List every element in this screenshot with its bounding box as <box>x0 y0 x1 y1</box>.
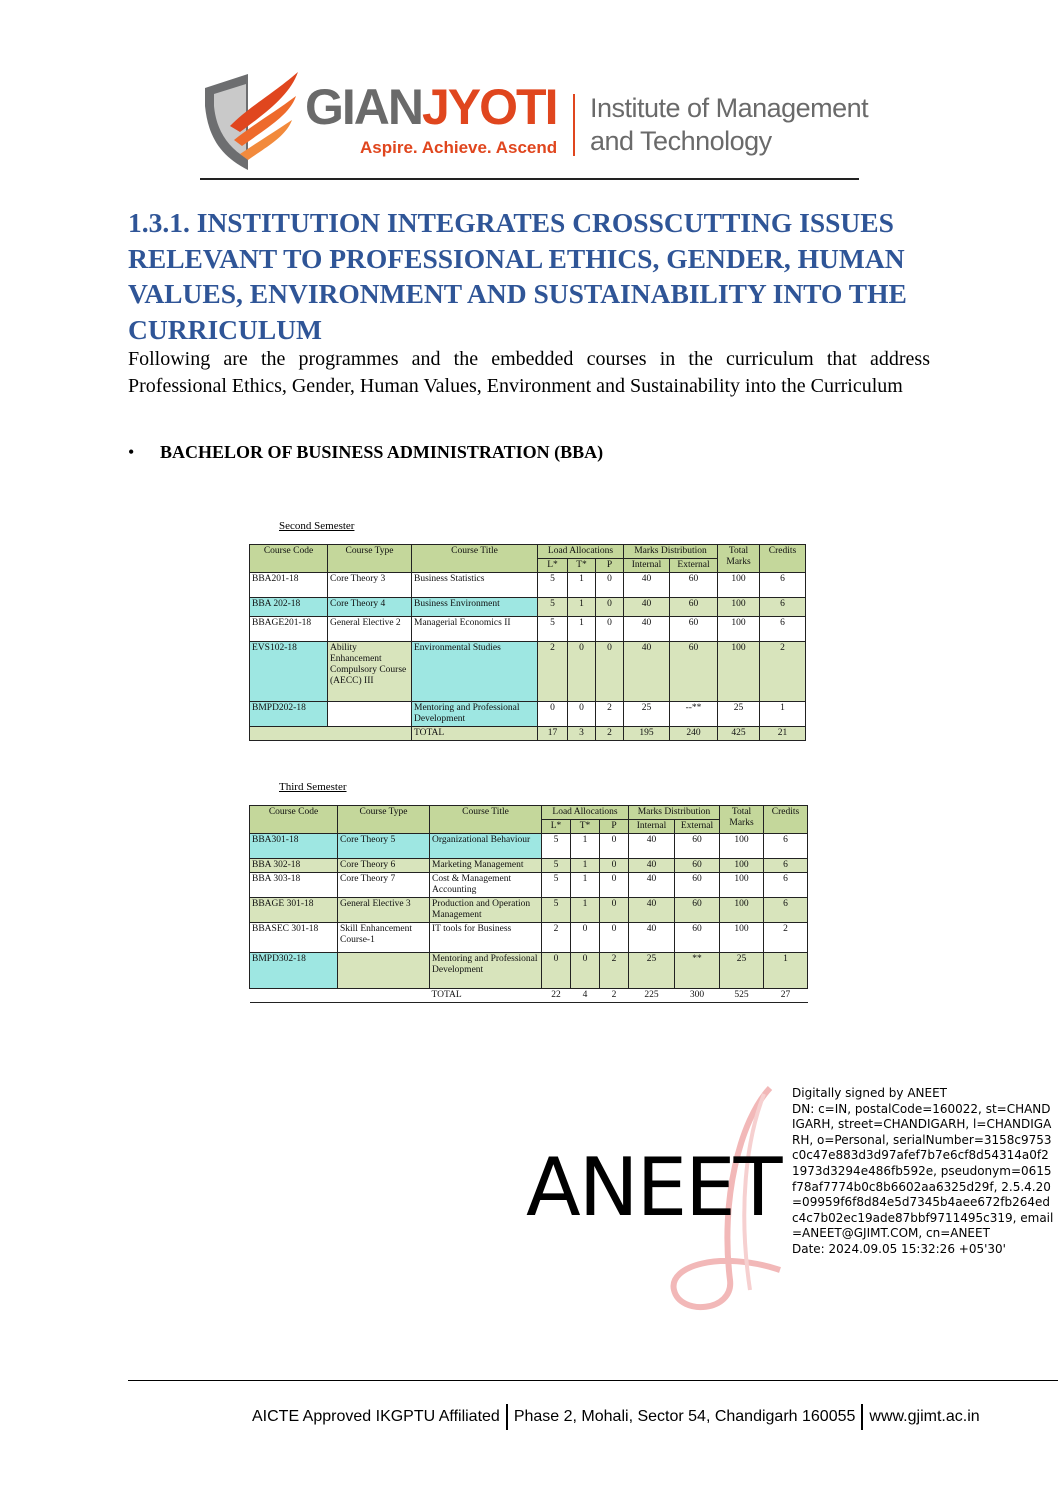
header-divider <box>200 178 859 180</box>
total-cell: 300 <box>675 989 720 1003</box>
table-cell: IT tools for Business <box>430 923 542 953</box>
table-cell: 2 <box>596 702 624 727</box>
table-cell: 0 <box>596 598 624 617</box>
table-cell: 6 <box>760 598 806 617</box>
table-cell: 0 <box>568 642 596 702</box>
table-cell: 0 <box>600 859 629 873</box>
logo-divider <box>573 94 575 156</box>
brand-name: GIANJYOTI <box>305 79 557 135</box>
table-cell: Cost & Management Accounting <box>430 873 542 898</box>
total-row <box>250 989 808 1003</box>
total-cell: 195 <box>624 727 670 741</box>
table-cell: 0 <box>600 898 629 923</box>
table-cell: 40 <box>629 873 675 898</box>
programme-bullet: • BACHELOR OF BUSINESS ADMINISTRATION (BBA) <box>128 442 604 462</box>
table-row <box>250 834 808 859</box>
table-cell: 5 <box>542 834 571 859</box>
table-cell: Managerial Economics II <box>412 617 538 642</box>
table-cell: EVS102-18 <box>250 642 328 702</box>
table-row <box>250 598 806 617</box>
header-total-marks: Total Marks <box>718 545 760 573</box>
signatory-name: ANEET <box>526 1141 781 1234</box>
third-semester-title: Third Semester <box>279 781 347 793</box>
table-cell: 1 <box>568 573 596 598</box>
table-cell: 2 <box>760 642 806 702</box>
table-row <box>250 573 806 598</box>
table-cell: 1 <box>764 953 808 989</box>
table-cell: 100 <box>720 834 764 859</box>
table-cell <box>250 727 412 741</box>
table-cell: 60 <box>675 898 720 923</box>
table-cell: 40 <box>624 617 670 642</box>
footer <box>252 1404 980 1430</box>
table-cell: Core Theory 4 <box>328 598 412 617</box>
header-course-code: Course Code <box>250 806 338 834</box>
header-t: T* <box>568 559 596 573</box>
table-cell <box>338 953 430 989</box>
total-cell: 21 <box>760 727 806 741</box>
table-cell: 6 <box>764 834 808 859</box>
footer-divider <box>128 1380 1058 1381</box>
second-semester-title: Second Semester <box>279 520 355 532</box>
table-cell: 1 <box>568 617 596 642</box>
table-header-row <box>250 806 808 820</box>
table-cell: 6 <box>760 617 806 642</box>
table-cell: 100 <box>720 898 764 923</box>
table-cell: BBA201-18 <box>250 573 328 598</box>
total-cell: 240 <box>670 727 718 741</box>
total-cell: 17 <box>538 727 568 741</box>
total-label: TOTAL <box>430 989 542 1003</box>
table-cell: Ability Enhancement Compulsory Course (AECC) III <box>328 642 412 702</box>
table-cell: 100 <box>720 859 764 873</box>
header-course-title: Course Title <box>412 545 538 573</box>
institute-logo <box>200 62 880 182</box>
table-cell: Mentoring and Professional Development <box>412 702 538 727</box>
header-external: External <box>675 820 720 834</box>
footer-website: www.gjimt.ac.in <box>869 1408 980 1426</box>
header-l: L* <box>542 820 571 834</box>
table-cell: 0 <box>538 702 568 727</box>
table-cell: 25 <box>624 702 670 727</box>
table-cell: 60 <box>675 834 720 859</box>
table-row <box>250 617 806 642</box>
table-cell: 1 <box>571 859 600 873</box>
total-cell: 225 <box>629 989 675 1003</box>
header-credits: Credits <box>760 545 806 573</box>
table-cell: 0 <box>571 953 600 989</box>
table-cell: 40 <box>629 923 675 953</box>
header-p: P <box>596 559 624 573</box>
table-cell: 60 <box>670 642 718 702</box>
header-external: External <box>670 559 718 573</box>
table-cell: 6 <box>764 859 808 873</box>
table-cell: 1 <box>571 834 600 859</box>
table-cell: 2 <box>600 953 629 989</box>
table-cell: BBA 202-18 <box>250 598 328 617</box>
table-cell <box>328 702 412 727</box>
header-credits: Credits <box>764 806 808 834</box>
header-t: T* <box>571 820 600 834</box>
table-cell: BBAGE201-18 <box>250 617 328 642</box>
table-cell: 100 <box>720 923 764 953</box>
table-cell: Organizational Behaviour <box>430 834 542 859</box>
table-row <box>250 953 808 989</box>
table-cell: Production and Operation Management <box>430 898 542 923</box>
total-cell: 2 <box>600 989 629 1003</box>
institute-name: Institute of Management and Technology <box>590 93 869 156</box>
total-label: TOTAL <box>412 727 538 741</box>
header-marks: Marks Distribution <box>624 545 718 559</box>
table-cell: Marketing Management <box>430 859 542 873</box>
footer-separator <box>861 1404 863 1430</box>
table-cell: --** <box>670 702 718 727</box>
table-cell: Environmental Studies <box>412 642 538 702</box>
table-cell: 60 <box>670 598 718 617</box>
table-cell: 6 <box>764 873 808 898</box>
table-cell: BMPD202-18 <box>250 702 328 727</box>
table-cell: 60 <box>675 859 720 873</box>
table-cell: 60 <box>670 573 718 598</box>
footer-separator <box>506 1404 508 1430</box>
table-cell: Business Environment <box>412 598 538 617</box>
table-cell: BMPD302-18 <box>250 953 338 989</box>
table-cell: Core Theory 5 <box>338 834 430 859</box>
table-cell: ** <box>675 953 720 989</box>
table-cell: Business Statistics <box>412 573 538 598</box>
table-row <box>250 859 808 873</box>
total-cell: 3 <box>568 727 596 741</box>
table-cell <box>250 989 430 1003</box>
table-cell: 6 <box>760 573 806 598</box>
header-load: Load Allocations <box>542 806 629 820</box>
table-row <box>250 898 808 923</box>
header-l: L* <box>538 559 568 573</box>
third-semester-table <box>249 805 808 1003</box>
table-cell: General Elective 3 <box>338 898 430 923</box>
table-cell: 40 <box>629 859 675 873</box>
table-cell: 0 <box>571 923 600 953</box>
table-cell: 1 <box>571 898 600 923</box>
table-cell: 100 <box>720 873 764 898</box>
table-cell: 5 <box>538 617 568 642</box>
table-cell: 40 <box>624 573 670 598</box>
table-cell: BBA301-18 <box>250 834 338 859</box>
brand-tagline: Aspire. Achieve. Ascend <box>360 138 558 157</box>
table-cell: 0 <box>596 617 624 642</box>
table-cell: 40 <box>624 642 670 702</box>
table-cell: 25 <box>718 702 760 727</box>
header-load: Load Allocations <box>538 545 624 559</box>
table-cell: BBASEC 301-18 <box>250 923 338 953</box>
table-cell: General Elective 2 <box>328 617 412 642</box>
table-cell: 5 <box>542 859 571 873</box>
table-cell: 1 <box>568 598 596 617</box>
table-cell: 2 <box>764 923 808 953</box>
table-cell: Core Theory 3 <box>328 573 412 598</box>
table-row <box>250 702 806 727</box>
header-course-type: Course Type <box>328 545 412 573</box>
table-cell: 60 <box>675 923 720 953</box>
header-course-type: Course Type <box>338 806 430 834</box>
table-cell: Skill Enhancement Course-1 <box>338 923 430 953</box>
total-cell: 27 <box>764 989 808 1003</box>
table-cell: 100 <box>718 617 760 642</box>
header-course-title: Course Title <box>430 806 542 834</box>
footer-address: Phase 2, Mohali, Sector 54, Chandigarh 160055 <box>513 1408 856 1426</box>
table-cell: 6 <box>764 898 808 923</box>
table-cell: 5 <box>542 873 571 898</box>
signature-details: Digitally signed by ANEET DN: c=IN, postalCode=160022, st=CHANDIGARH, street=CHANDIGARH, l=CHANDIGARH, o=Personal, serialNumber=3158c9753c0c47e883d3d97afef7b7e6cf8d54314a0f21973d3294e486fb592e, pseudonym=0615f78af7774b0c8b6602aa6325d29f, 2.5.4.20=09959f6f8d84e5d7345b4aee672fb264edc4c7b02ec19ade87bbf9711495c319, email=ANEET@GJIMT.COM, cn=ANEET Date: 2024.09.05 15:32:26 +05'30' <box>792 1086 1054 1256</box>
total-cell: 4 <box>571 989 600 1003</box>
total-row <box>250 727 806 741</box>
shield-logo-icon <box>200 66 300 176</box>
header-marks: Marks Distribution <box>629 806 720 820</box>
table-header-row <box>250 545 806 559</box>
table-cell: 25 <box>629 953 675 989</box>
bullet-icon: • <box>128 442 135 462</box>
table-cell: 1 <box>760 702 806 727</box>
table-cell: Mentoring and Professional Development <box>430 953 542 989</box>
table-cell: 0 <box>596 573 624 598</box>
table-cell: 40 <box>624 598 670 617</box>
table-cell: 0 <box>600 923 629 953</box>
table-cell: 0 <box>600 873 629 898</box>
table-cell: 5 <box>538 573 568 598</box>
table-cell: Core Theory 7 <box>338 873 430 898</box>
table-cell: 2 <box>542 923 571 953</box>
table-cell: 60 <box>670 617 718 642</box>
table-cell: BBA 302-18 <box>250 859 338 873</box>
header-internal: Internal <box>624 559 670 573</box>
table-cell: BBAGE 301-18 <box>250 898 338 923</box>
table-row <box>250 642 806 702</box>
total-cell: 525 <box>720 989 764 1003</box>
table-cell: 0 <box>600 834 629 859</box>
second-semester-table <box>249 544 806 741</box>
table-cell: 40 <box>629 898 675 923</box>
header-course-code: Course Code <box>250 545 328 573</box>
header-p: P <box>600 820 629 834</box>
table-row <box>250 873 808 898</box>
table-cell: 5 <box>542 898 571 923</box>
header-total-marks: Total Marks <box>720 806 764 834</box>
table-cell: 5 <box>538 598 568 617</box>
table-cell: 40 <box>629 834 675 859</box>
table-cell: BBA 303-18 <box>250 873 338 898</box>
table-row <box>250 923 808 953</box>
table-cell: 0 <box>568 702 596 727</box>
table-cell: 100 <box>718 642 760 702</box>
footer-affiliation: AICTE Approved IKGPTU Affiliated <box>252 1408 500 1426</box>
page-heading: 1.3.1. INSTITUTION INTEGRATES CROSSCUTTING ISSUES RELEVANT TO PROFESSIONAL ETHICS, GENDER, HUMAN VALUES, ENVIRONMENT AND SUSTAINABILITY INTO THE CURRICULUM <box>128 207 907 345</box>
table-cell: 0 <box>542 953 571 989</box>
table-cell: 0 <box>596 642 624 702</box>
table-cell: Core Theory 6 <box>338 859 430 873</box>
header-internal: Internal <box>629 820 675 834</box>
table-cell: 25 <box>720 953 764 989</box>
intro-paragraph: Following are the programmes and the embedded courses in the curriculum that address Professional Ethics, Gender, Human Values, Environment and Sustainability into the Curriculum <box>128 348 930 397</box>
total-cell: 425 <box>718 727 760 741</box>
table-cell: 60 <box>675 873 720 898</box>
table-cell: 1 <box>571 873 600 898</box>
table-cell: 100 <box>718 573 760 598</box>
table-cell: 100 <box>718 598 760 617</box>
table-cell: 2 <box>538 642 568 702</box>
total-cell: 22 <box>542 989 571 1003</box>
total-cell: 2 <box>596 727 624 741</box>
